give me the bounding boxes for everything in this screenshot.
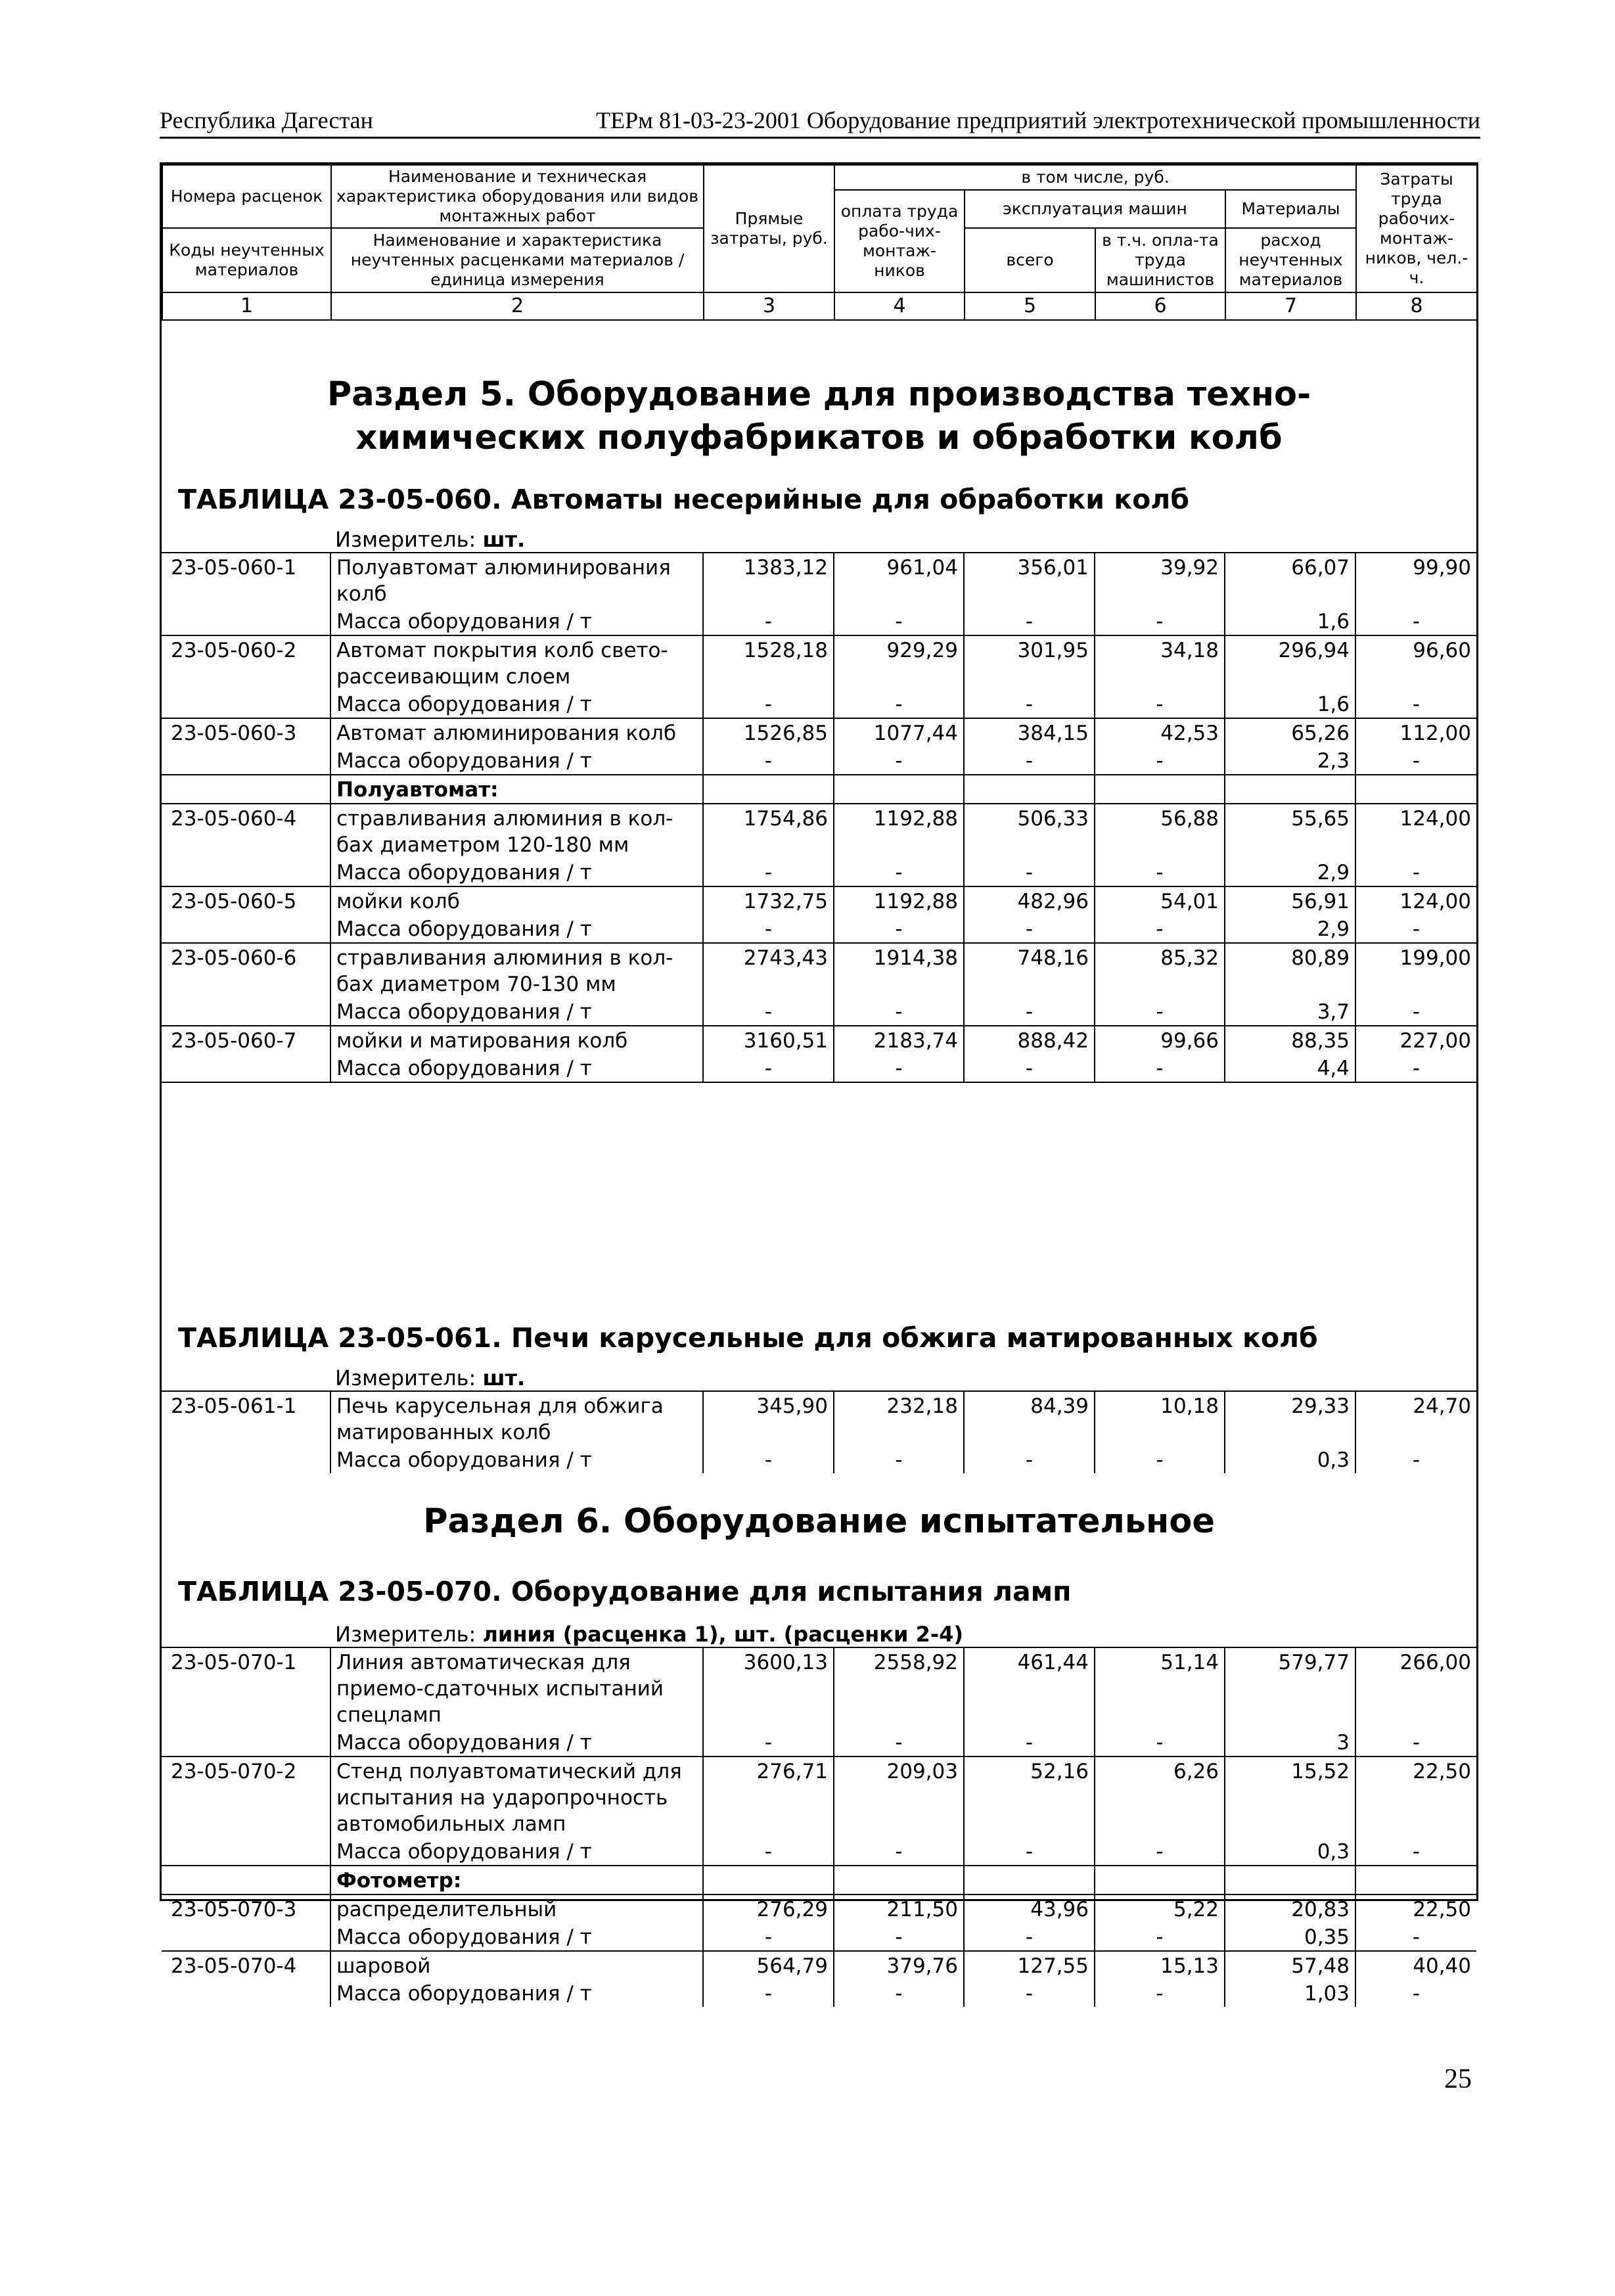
row-code: 23-05-070-2 xyxy=(162,1756,330,1837)
mass-cell: - xyxy=(1095,1837,1225,1866)
cell-machinists-pay: 54,01 xyxy=(1095,886,1225,915)
cell-labor-hours: 199,00 xyxy=(1355,943,1476,998)
cell-materials: 56,91 xyxy=(1225,886,1355,915)
cell-machines-total: 84,39 xyxy=(964,1391,1095,1446)
row-name-line: распределительный xyxy=(336,1898,557,1921)
row-name-line: шаровой xyxy=(336,1954,431,1978)
mass-cell: - xyxy=(703,915,834,943)
mass-label: Масса оборудования / т xyxy=(330,746,703,775)
mass-cell: - xyxy=(834,915,964,943)
mass-cell: - xyxy=(703,1728,834,1756)
column-number: 6 xyxy=(1095,292,1225,320)
header-col7: расход неучтенных материалов xyxy=(1225,228,1356,292)
table-row xyxy=(162,804,1476,858)
cell-machinists-pay: 34,18 xyxy=(1095,635,1225,690)
cell-direct-costs: 1526,85 xyxy=(703,718,834,746)
cell-labor-pay: 961,04 xyxy=(834,553,964,607)
section-6-title: Раздел 6. Оборудование испытательное xyxy=(423,1502,1215,1541)
row-name xyxy=(330,553,703,607)
mass-label: Масса оборудования / т xyxy=(330,1446,703,1473)
column-number: 2 xyxy=(331,292,704,320)
mass-cell: - xyxy=(834,1446,964,1473)
mass-cell: 3 xyxy=(1225,1728,1355,1756)
group-label: Полуавтомат: xyxy=(330,775,703,804)
section-5-title-line2: химических полуфабрикатов и обработки колб xyxy=(355,419,1283,457)
header-including: в том числе, руб. xyxy=(834,165,1356,190)
mass-cell: - xyxy=(1355,1446,1476,1473)
mass-cell: - xyxy=(1355,607,1476,635)
row-name xyxy=(330,1951,703,1979)
mass-cell: - xyxy=(964,1728,1095,1756)
cell-machines-total: 301,95 xyxy=(964,635,1095,690)
cell-machines-total: 384,15 xyxy=(964,718,1095,746)
mass-cell: - xyxy=(964,858,1095,886)
mass-cell: - xyxy=(1355,1728,1476,1756)
cell-labor-pay: 2558,92 xyxy=(834,1647,964,1728)
cell-labor-hours: 227,00 xyxy=(1355,1026,1476,1054)
mass-cell: - xyxy=(834,1054,964,1082)
mass-label: Масса оборудования / т xyxy=(330,1054,703,1082)
cell-labor-hours: 96,60 xyxy=(1355,635,1476,690)
table-row xyxy=(162,1894,1476,1923)
mass-row xyxy=(162,1923,1476,1951)
cell-labor-hours: 124,00 xyxy=(1355,804,1476,858)
table-row xyxy=(162,1647,1476,1728)
mass-label: Масса оборудования / т xyxy=(330,1728,703,1756)
cell-machinists-pay: 10,18 xyxy=(1095,1391,1225,1446)
cell-materials: 15,52 xyxy=(1225,1756,1355,1837)
column-number: 3 xyxy=(704,292,834,320)
mass-cell: - xyxy=(703,746,834,775)
page-number: 25 xyxy=(1444,2064,1472,2094)
header-col3: Прямые затраты, руб. xyxy=(704,165,834,292)
row-name-line: спецламп xyxy=(336,1703,442,1727)
mass-cell: 1,6 xyxy=(1225,690,1355,718)
running-header-right: ТЕРм 81-03-23-2001 Оборудование предприятий электротехнической промышленности xyxy=(596,107,1480,133)
mass-cell: - xyxy=(964,607,1095,635)
mass-cell: - xyxy=(834,998,964,1026)
cell-machines-total: 461,44 xyxy=(964,1647,1095,1728)
measure-label: Измеритель: xyxy=(335,1366,483,1390)
cell-labor-pay: 379,76 xyxy=(834,1951,964,1979)
cell-labor-pay: 1192,88 xyxy=(834,804,964,858)
mass-cell: 2,9 xyxy=(1225,858,1355,886)
mass-label: Масса оборудования / т xyxy=(330,690,703,718)
row-code: 23-05-060-1 xyxy=(162,553,330,607)
table-061-measure xyxy=(335,1366,525,1390)
mass-cell: - xyxy=(1095,1979,1225,2007)
row-name-line: приемо-сдаточных испытаний xyxy=(336,1677,664,1701)
mass-cell: - xyxy=(1095,1054,1225,1082)
row-name-line: автомобильных ламп xyxy=(336,1812,566,1836)
mass-row xyxy=(162,1728,1476,1756)
row-name xyxy=(330,804,703,858)
cell-labor-pay: 929,29 xyxy=(834,635,964,690)
row-name-line: мойки колб xyxy=(336,890,460,913)
cell-machinists-pay: 51,14 xyxy=(1095,1647,1225,1728)
table-060-measure xyxy=(335,527,525,552)
row-code: 23-05-070-4 xyxy=(162,1951,330,1979)
measure-label: Измеритель: xyxy=(335,1622,483,1647)
cell-direct-costs: 2743,43 xyxy=(703,943,834,998)
cell-direct-costs: 564,79 xyxy=(703,1951,834,1979)
row-name xyxy=(330,943,703,998)
mass-cell: - xyxy=(703,607,834,635)
cell-machines-total: 506,33 xyxy=(964,804,1095,858)
mass-label: Масса оборудования / т xyxy=(330,1923,703,1951)
cell-machinists-pay: 56,88 xyxy=(1095,804,1225,858)
mass-cell: - xyxy=(834,1979,964,2007)
row-name-line: стравливания алюминия в кол- xyxy=(336,807,673,831)
cell-machines-total: 52,16 xyxy=(964,1756,1095,1837)
header-col1-bottom: Коды неучтенных материалов xyxy=(162,228,331,292)
mass-row xyxy=(162,1054,1476,1082)
row-code: 23-05-060-5 xyxy=(162,886,330,915)
mass-cell: 0,3 xyxy=(1225,1837,1355,1866)
cell-machinists-pay: 85,32 xyxy=(1095,943,1225,998)
cell-labor-hours: 22,50 xyxy=(1355,1756,1476,1837)
table-060-body xyxy=(162,552,1476,1102)
cell-machines-total: 482,96 xyxy=(964,886,1095,915)
table-header xyxy=(162,164,1478,321)
mass-label: Масса оборудования / т xyxy=(330,915,703,943)
cell-labor-pay: 2183,74 xyxy=(834,1026,964,1054)
row-name-line: Стенд полуавтоматический для xyxy=(336,1760,682,1783)
column-number: 7 xyxy=(1225,292,1356,320)
mass-cell: - xyxy=(1355,1923,1476,1951)
mass-cell: 1,03 xyxy=(1225,1979,1355,2007)
cell-direct-costs: 276,29 xyxy=(703,1894,834,1923)
cell-machinists-pay: 99,66 xyxy=(1095,1026,1225,1054)
mass-cell: 1,6 xyxy=(1225,607,1355,635)
mass-cell: - xyxy=(1355,1054,1476,1082)
table-row xyxy=(162,718,1476,746)
cell-labor-hours: 112,00 xyxy=(1355,718,1476,746)
row-name-line: Полуавтомат алюминирования xyxy=(336,556,671,580)
mass-cell: - xyxy=(964,746,1095,775)
cell-direct-costs: 3160,51 xyxy=(703,1026,834,1054)
cell-machines-total: 748,16 xyxy=(964,943,1095,998)
cell-materials: 55,65 xyxy=(1225,804,1355,858)
table-row xyxy=(162,1026,1476,1054)
column-number: 1 xyxy=(162,292,331,320)
cell-direct-costs: 1383,12 xyxy=(703,553,834,607)
measure-value: линия (расценка 1), шт. (расценки 2-4) xyxy=(482,1622,963,1647)
group-label: Фотометр: xyxy=(330,1866,703,1894)
section-5-title-line1: Раздел 5. Оборудование для производства техно- xyxy=(327,375,1311,414)
cell-machinists-pay: 42,53 xyxy=(1095,718,1225,746)
table-row xyxy=(162,943,1476,998)
cell-materials: 66,07 xyxy=(1225,553,1355,607)
mass-cell: - xyxy=(703,1979,834,2007)
mass-label: Масса оборудования / т xyxy=(330,998,703,1026)
header-col1-top: Номера расценок xyxy=(162,165,331,228)
row-name-line: Линия автоматическая для xyxy=(336,1651,631,1674)
mass-label: Масса оборудования / т xyxy=(330,1979,703,2007)
mass-cell: - xyxy=(964,1979,1095,2007)
row-name xyxy=(330,886,703,915)
measure-value: шт. xyxy=(482,527,526,552)
running-header xyxy=(160,105,1480,139)
mass-label: Масса оборудования / т xyxy=(330,858,703,886)
cell-materials: 80,89 xyxy=(1225,943,1355,998)
header-col4: оплата труда рабо-чих-монтаж-ников xyxy=(834,190,965,292)
mass-cell: 2,3 xyxy=(1225,746,1355,775)
mass-cell: 0,35 xyxy=(1225,1923,1355,1951)
table-061-body xyxy=(162,1390,1476,1473)
cell-labor-pay: 209,03 xyxy=(834,1756,964,1837)
cell-machines-total: 43,96 xyxy=(964,1894,1095,1923)
mass-row xyxy=(162,915,1476,943)
mass-cell: - xyxy=(1095,746,1225,775)
mass-cell: - xyxy=(964,1054,1095,1082)
row-name-line: Автомат алюминирования колб xyxy=(336,722,677,745)
mass-row xyxy=(162,746,1476,775)
row-code: 23-05-070-3 xyxy=(162,1894,330,1923)
cell-direct-costs: 3600,13 xyxy=(703,1647,834,1728)
mass-cell: - xyxy=(834,746,964,775)
row-code: 23-05-060-2 xyxy=(162,635,330,690)
row-name xyxy=(330,1894,703,1923)
table-070-body xyxy=(162,1647,1476,2007)
cell-materials: 296,94 xyxy=(1225,635,1355,690)
cell-direct-costs: 1754,86 xyxy=(703,804,834,858)
mass-cell: - xyxy=(703,858,834,886)
cell-labor-hours: 124,00 xyxy=(1355,886,1476,915)
row-name-line: мойки и матирования колб xyxy=(336,1029,628,1053)
header-materials: Материалы xyxy=(1225,190,1356,228)
mass-cell: - xyxy=(834,858,964,886)
cell-labor-hours: 99,90 xyxy=(1355,553,1476,607)
section-5-title xyxy=(162,373,1476,460)
mass-cell: - xyxy=(1095,1728,1225,1756)
cell-direct-costs: 1732,75 xyxy=(703,886,834,915)
cell-machinists-pay: 15,13 xyxy=(1095,1951,1225,1979)
row-name-line: стравливания алюминия в кол- xyxy=(336,946,673,970)
mass-cell: 2,9 xyxy=(1225,915,1355,943)
row-code: 23-05-061-1 xyxy=(162,1391,330,1446)
cell-labor-hours: 40,40 xyxy=(1355,1951,1476,1979)
mass-row xyxy=(162,690,1476,718)
mass-cell: - xyxy=(964,1446,1095,1473)
cell-machinists-pay: 39,92 xyxy=(1095,553,1225,607)
row-name-line: Печь карусельная для обжига xyxy=(336,1394,664,1418)
table-070-title: ТАБЛИЦА 23-05-070. Оборудование для испытания ламп xyxy=(178,1576,1072,1607)
mass-cell: - xyxy=(1355,1837,1476,1866)
mass-cell: 0,3 xyxy=(1225,1446,1355,1473)
cell-direct-costs: 345,90 xyxy=(703,1391,834,1446)
column-number: 8 xyxy=(1356,292,1477,320)
table-061-title: ТАБЛИЦА 23-05-061. Печи карусельные для обжига матированных колб xyxy=(178,1322,1318,1354)
cell-materials: 65,26 xyxy=(1225,718,1355,746)
mass-cell: 4,4 xyxy=(1225,1054,1355,1082)
row-name-line: бах диаметром 120-180 мм xyxy=(336,833,629,857)
mass-cell: - xyxy=(1095,998,1225,1026)
row-name xyxy=(330,1647,703,1728)
header-col6: в т.ч. опла-та труда машинистов xyxy=(1095,228,1225,292)
row-name-line: испытания на ударопрочность xyxy=(336,1786,668,1810)
mass-cell: - xyxy=(834,1923,964,1951)
mass-cell: - xyxy=(1095,1923,1225,1951)
cell-direct-costs: 276,71 xyxy=(703,1756,834,1837)
cell-labor-pay: 1192,88 xyxy=(834,886,964,915)
mass-cell: - xyxy=(1355,998,1476,1026)
mass-cell: - xyxy=(1095,858,1225,886)
row-name-line: колб xyxy=(336,582,387,606)
row-code: 23-05-060-4 xyxy=(162,804,330,858)
table-row xyxy=(162,886,1476,915)
row-name xyxy=(330,1391,703,1446)
mass-row xyxy=(162,858,1476,886)
row-code: 23-05-070-1 xyxy=(162,1647,330,1728)
mass-cell: - xyxy=(834,1728,964,1756)
mass-cell: - xyxy=(703,690,834,718)
table-070-measure xyxy=(335,1622,963,1647)
measure-label: Измеритель: xyxy=(335,527,483,552)
mass-cell: - xyxy=(703,1923,834,1951)
mass-cell: - xyxy=(703,1054,834,1082)
cell-materials: 29,33 xyxy=(1225,1391,1355,1446)
mass-label: Масса оборудования / т xyxy=(330,607,703,635)
row-name-line: Автомат покрытия колб свето- xyxy=(336,639,668,662)
row-name xyxy=(330,1026,703,1054)
column-number: 5 xyxy=(965,292,1095,320)
header-col8: Затраты труда рабочих-монтаж-ников, чел.-ч. xyxy=(1356,165,1477,292)
row-name xyxy=(330,1756,703,1837)
mass-cell: - xyxy=(1355,1979,1476,2007)
mass-label: Масса оборудования / т xyxy=(330,1837,703,1866)
mass-cell: - xyxy=(964,915,1095,943)
mass-cell: - xyxy=(1355,858,1476,886)
cell-machines-total: 127,55 xyxy=(964,1951,1095,1979)
table-row xyxy=(162,635,1476,690)
row-name-line: бах диаметром 70-130 мм xyxy=(336,973,616,996)
cell-materials: 57,48 xyxy=(1225,1951,1355,1979)
running-header-left: Республика Дагестан xyxy=(160,107,373,133)
group-row xyxy=(162,1866,1476,1894)
mass-cell: - xyxy=(703,1837,834,1866)
column-number: 4 xyxy=(834,292,965,320)
cell-labor-pay: 1077,44 xyxy=(834,718,964,746)
cell-labor-pay: 1914,38 xyxy=(834,943,964,998)
mass-cell: - xyxy=(1355,690,1476,718)
mass-row xyxy=(162,1837,1476,1866)
header-col5: всего xyxy=(965,228,1095,292)
table-row xyxy=(162,553,1476,607)
table-row xyxy=(162,1951,1476,1979)
mass-cell: - xyxy=(703,998,834,1026)
row-name xyxy=(330,635,703,690)
row-code: 23-05-060-7 xyxy=(162,1026,330,1054)
mass-cell: - xyxy=(834,607,964,635)
cell-materials: 579,77 xyxy=(1225,1647,1355,1728)
table-060-title: ТАБЛИЦА 23-05-060. Автоматы несерийные для обработки колб xyxy=(178,484,1189,515)
cell-labor-hours: 266,00 xyxy=(1355,1647,1476,1728)
mass-row xyxy=(162,998,1476,1026)
mass-row xyxy=(162,1446,1476,1473)
cell-materials: 20,83 xyxy=(1225,1894,1355,1923)
measure-value: шт. xyxy=(482,1366,526,1390)
header-col2-bottom: Наименование и характеристика неучтенных расценками материалов / единица измерения xyxy=(331,228,704,292)
mass-cell: - xyxy=(1095,607,1225,635)
mass-cell: - xyxy=(1355,746,1476,775)
table-row xyxy=(162,1756,1476,1837)
mass-cell: - xyxy=(964,690,1095,718)
row-code: 23-05-060-6 xyxy=(162,943,330,998)
row-name xyxy=(330,718,703,746)
cell-labor-pay: 232,18 xyxy=(834,1391,964,1446)
table-row xyxy=(162,1391,1476,1446)
group-row xyxy=(162,775,1476,804)
mass-cell: - xyxy=(1095,1446,1225,1473)
mass-cell: - xyxy=(703,1446,834,1473)
cell-labor-hours: 24,70 xyxy=(1355,1391,1476,1446)
mass-cell: - xyxy=(834,690,964,718)
mass-cell: - xyxy=(964,998,1095,1026)
mass-cell: - xyxy=(1355,915,1476,943)
cell-direct-costs: 1528,18 xyxy=(703,635,834,690)
mass-cell: - xyxy=(834,1837,964,1866)
cell-machinists-pay: 5,22 xyxy=(1095,1894,1225,1923)
header-exploitation: эксплуатация машин xyxy=(965,190,1225,228)
row-code: 23-05-060-3 xyxy=(162,718,330,746)
mass-cell: - xyxy=(1095,915,1225,943)
cell-machines-total: 888,42 xyxy=(964,1026,1095,1054)
row-name-line: рассеивающим слоем xyxy=(336,665,571,689)
row-name-line: матированных колб xyxy=(336,1421,551,1444)
mass-row xyxy=(162,607,1476,635)
mass-row xyxy=(162,1979,1476,2007)
cell-labor-hours: 22,50 xyxy=(1355,1894,1476,1923)
mass-cell: 3,7 xyxy=(1225,998,1355,1026)
header-col2-top: Наименование и техническая характеристика оборудования или видов монтажных работ xyxy=(331,165,704,228)
mass-cell: - xyxy=(1095,690,1225,718)
cell-labor-pay: 211,50 xyxy=(834,1894,964,1923)
mass-cell: - xyxy=(964,1837,1095,1866)
cell-machines-total: 356,01 xyxy=(964,553,1095,607)
cell-materials: 88,35 xyxy=(1225,1026,1355,1054)
cell-machinists-pay: 6,26 xyxy=(1095,1756,1225,1837)
table-frame xyxy=(160,162,1478,2006)
mass-cell: - xyxy=(964,1923,1095,1951)
